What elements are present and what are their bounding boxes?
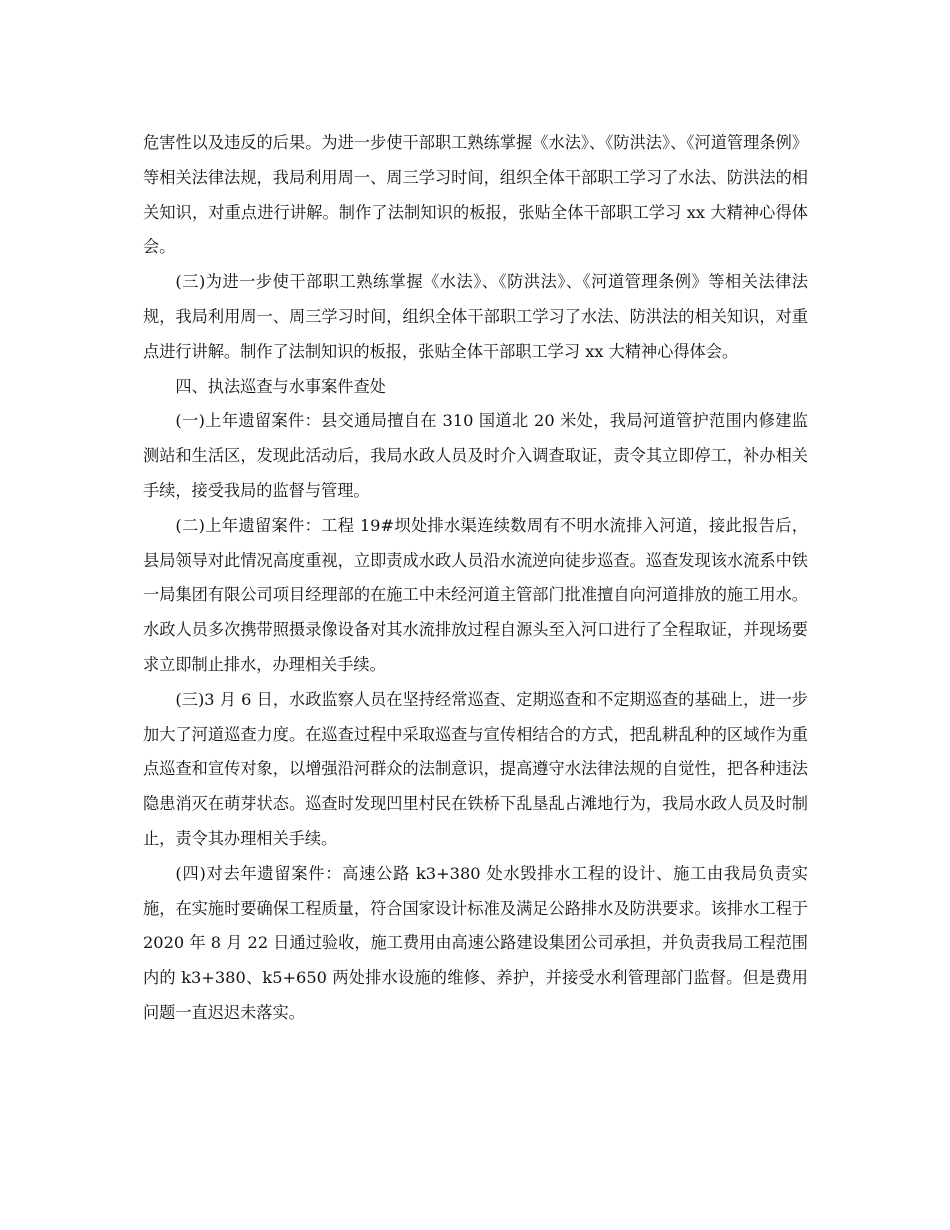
- paragraph-case-one: (一)上年遗留案件：县交通局擅自在 310 国道北 20 米处，我局河道管护范围内修建监测站和生活区，发现此活动后，我局水政人员及时介入调查取证，责令其立即停工，补办相关手续，接受我局的监督与管理。: [143, 411, 808, 500]
- paragraph-case-two: (二)上年遗留案件：工程 19#坝处排水渠连续数周有不明水流排入河道，接此报告后，县局领导对此情况高度重视，立即责成水政人员沿水流逆向徒步巡查。巡查发现该水流系中铁一局集团有限公司项目经理部的在施工中未经河道主管部门批准擅自向河道排放的施工用水。水政人员多次携带照摄录像设备对其水流排放过程自源头至入河口进行了全程取证，并现场要求立即制止排水，办理相关手续。: [143, 515, 808, 674]
- paragraph-item-three-legal-study: (三)为进一步使干部职工熟练掌握《水法》、《防洪法》、《河道管理条例》等相关法律法规，我局利用周一、周三学习时间，组织全体干部职工学习了水法、防洪法的相关知识，对重点进行讲解。制作了法制知识的板报，张贴全体干部职工学习 xx 大精神心得体会。: [143, 272, 808, 361]
- document-page: [143, 126, 808, 1031]
- paragraph-case-four: (四)对去年遗留案件：高速公路 k3+380 处水毁排水工程的设计、施工由我局负责实施，在实施时要确保工程质量，符合国家设计标准及满足公路排水及防洪要求。该排水工程于 2020 年 8 月 22 日通过验收，施工费用由高速公路建设集团公司承担，并负责我局工程范围内的 k3+380、k5+650 两处排水设施的维修、养护，并接受水利管理部门监督。但是费用问题一直迟迟未落实。: [143, 863, 808, 1022]
- section-heading-enforcement: 四、执法巡查与水事案件查处: [175, 376, 386, 396]
- paragraph-continuation: 危害性以及违反的后果。为进一步使干部职工熟练掌握《水法》、《防洪法》、《河道管理条例》等相关法律法规，我局利用周一、周三学习时间，组织全体干部职工学习了水法、防洪法的相关知识，对重点进行讲解。制作了法制知识的板报，张贴全体干部职工学习 xx 大精神心得体会。: [143, 133, 808, 257]
- paragraph-case-three: (三)3 月 6 日，水政监察人员在坚持经常巡查、定期巡查和不定期巡查的基础上，进一步加大了河道巡查力度。在巡查过程中采取巡查与宣传相结合的方式，把乱耕乱种的区域作为重点巡查和宣传对象，以增强沿河群众的法制意识，提高遵守水法律法规的自觉性，把各种违法隐患消灭在萌芽状态。巡查时发现凹里村民在铁桥下乱垦乱占滩地行为，我局水政人员及时制止，责令其办理相关手续。: [143, 689, 808, 848]
